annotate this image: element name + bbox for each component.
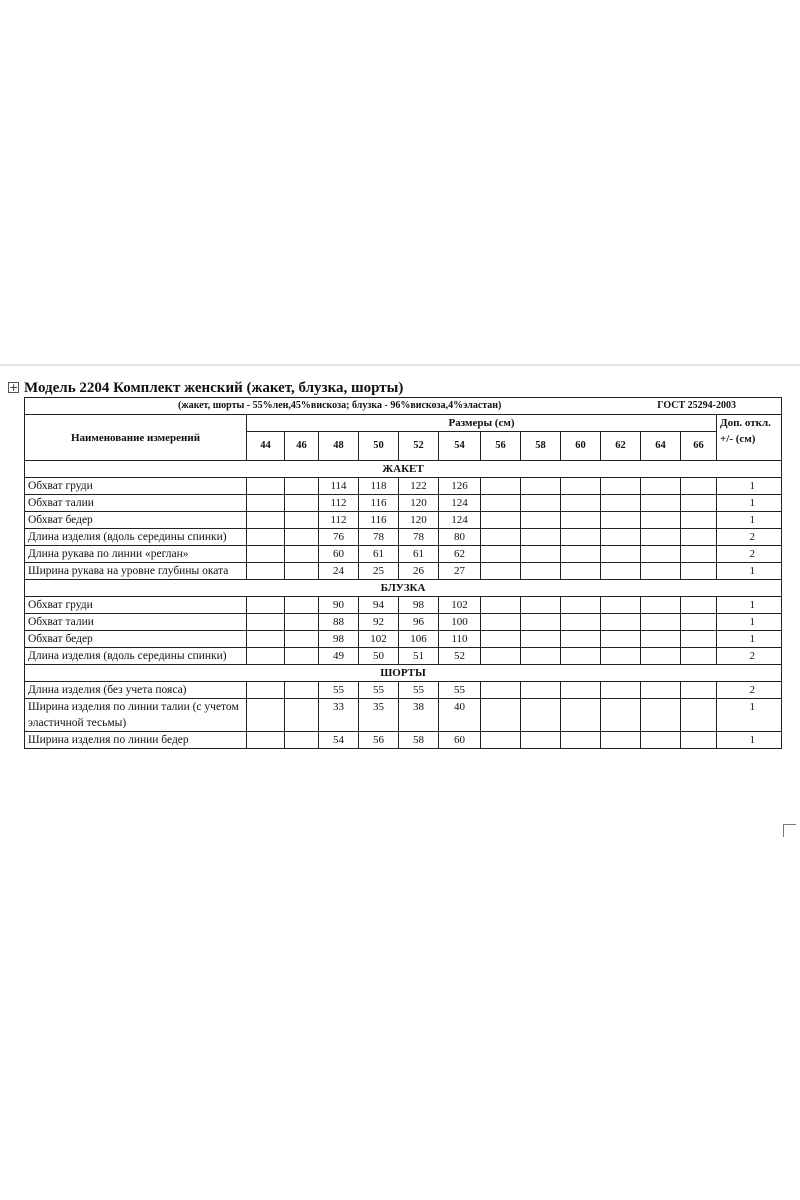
section-row xyxy=(25,461,782,478)
size-value-cell xyxy=(285,614,319,631)
size-value-cell xyxy=(521,682,561,699)
size-value-cell xyxy=(641,648,681,665)
size-header-58: 58 xyxy=(521,432,561,461)
size-value-cell: 90 xyxy=(319,597,359,614)
size-header-50: 50 xyxy=(359,432,399,461)
size-value-cell xyxy=(521,563,561,580)
section-row xyxy=(25,665,782,682)
size-value-cell xyxy=(247,512,285,529)
size-value-cell xyxy=(521,648,561,665)
measurement-name: Обхват груди xyxy=(25,478,247,495)
measurement-name: Ширина изделия по линии бедер xyxy=(25,732,247,749)
size-value-cell xyxy=(601,631,641,648)
size-value-cell xyxy=(561,495,601,512)
size-value-cell xyxy=(681,699,717,732)
size-value-cell xyxy=(561,597,601,614)
size-value-cell xyxy=(601,732,641,749)
size-value-cell xyxy=(481,732,521,749)
size-value-cell xyxy=(521,529,561,546)
size-value-cell: 114 xyxy=(319,478,359,495)
size-value-cell xyxy=(561,631,601,648)
tolerance-value: 1 xyxy=(717,631,782,648)
size-value-cell: 88 xyxy=(319,614,359,631)
size-value-cell: 98 xyxy=(319,631,359,648)
size-value-cell xyxy=(521,597,561,614)
size-value-cell xyxy=(247,563,285,580)
size-value-cell: 116 xyxy=(359,495,399,512)
size-value-cell xyxy=(641,732,681,749)
measurement-row xyxy=(25,529,782,546)
size-value-cell: 33 xyxy=(319,699,359,732)
size-value-cell: 124 xyxy=(439,512,481,529)
size-value-cell xyxy=(247,682,285,699)
measurement-name: Обхват талии xyxy=(25,614,247,631)
size-value-cell: 55 xyxy=(439,682,481,699)
size-value-cell xyxy=(481,648,521,665)
measurement-row xyxy=(25,512,782,529)
tolerance-value: 2 xyxy=(717,529,782,546)
size-value-cell: 94 xyxy=(359,597,399,614)
size-value-cell: 116 xyxy=(359,512,399,529)
size-value-cell xyxy=(285,529,319,546)
size-value-cell: 100 xyxy=(439,614,481,631)
size-value-cell xyxy=(521,699,561,732)
size-value-cell: 54 xyxy=(319,732,359,749)
size-value-cell xyxy=(561,614,601,631)
page-corner-mark xyxy=(783,824,796,837)
tolerance-value: 1 xyxy=(717,563,782,580)
size-header-60: 60 xyxy=(561,432,601,461)
size-value-cell xyxy=(247,699,285,732)
size-value-cell: 40 xyxy=(439,699,481,732)
measurement-name: Обхват талии xyxy=(25,495,247,512)
size-value-cell xyxy=(561,699,601,732)
size-value-cell xyxy=(561,478,601,495)
size-value-cell: 96 xyxy=(399,614,439,631)
size-value-cell xyxy=(681,495,717,512)
size-value-cell: 26 xyxy=(399,563,439,580)
size-value-cell xyxy=(601,478,641,495)
size-value-cell xyxy=(641,682,681,699)
size-value-cell: 38 xyxy=(399,699,439,732)
size-value-cell xyxy=(601,614,641,631)
tolerance-value: 1 xyxy=(717,597,782,614)
size-value-cell xyxy=(285,648,319,665)
size-value-cell xyxy=(641,546,681,563)
size-value-cell xyxy=(285,546,319,563)
size-value-cell: 55 xyxy=(359,682,399,699)
size-value-cell: 50 xyxy=(359,648,399,665)
size-value-cell: 49 xyxy=(319,648,359,665)
measurement-name: Ширина изделия по линии талии (с учетом эластичной тесьмы) xyxy=(25,699,247,732)
size-chart-table xyxy=(24,397,782,749)
size-value-cell: 112 xyxy=(319,512,359,529)
size-header-62: 62 xyxy=(601,432,641,461)
size-value-cell xyxy=(681,682,717,699)
measurement-row xyxy=(25,614,782,631)
size-value-cell: 112 xyxy=(319,495,359,512)
measurement-row xyxy=(25,648,782,665)
material-cell xyxy=(25,398,782,415)
header-sizes-label: Размеры (см) xyxy=(247,415,717,432)
size-value-cell xyxy=(601,597,641,614)
size-header-54: 54 xyxy=(439,432,481,461)
tolerance-value: 1 xyxy=(717,478,782,495)
tolerance-value: 1 xyxy=(717,495,782,512)
size-value-cell xyxy=(521,495,561,512)
size-chart-body xyxy=(25,398,782,749)
size-value-cell: 27 xyxy=(439,563,481,580)
size-value-cell xyxy=(247,597,285,614)
size-value-cell xyxy=(601,682,641,699)
measurement-name: Длина изделия (вдоль середины спинки) xyxy=(25,648,247,665)
size-value-cell xyxy=(681,631,717,648)
material-row xyxy=(25,398,782,415)
size-value-cell xyxy=(561,682,601,699)
size-value-cell xyxy=(561,648,601,665)
measurement-row xyxy=(25,563,782,580)
size-value-cell xyxy=(601,648,641,665)
size-value-cell xyxy=(247,546,285,563)
size-value-cell xyxy=(561,732,601,749)
size-value-cell xyxy=(521,546,561,563)
size-value-cell: 120 xyxy=(399,495,439,512)
size-value-cell xyxy=(481,597,521,614)
measurement-row xyxy=(25,495,782,512)
page-divider xyxy=(0,364,800,366)
section-row xyxy=(25,580,782,597)
measurement-row xyxy=(25,478,782,495)
header-tolerance: Доп. откл. +/- (см) xyxy=(717,415,782,461)
size-value-cell xyxy=(641,495,681,512)
size-value-cell: 106 xyxy=(399,631,439,648)
header-name-column: Наименование измерений xyxy=(25,415,247,461)
size-value-cell xyxy=(681,563,717,580)
size-value-cell xyxy=(521,732,561,749)
size-value-cell xyxy=(641,529,681,546)
size-value-cell xyxy=(481,682,521,699)
size-value-cell xyxy=(521,631,561,648)
size-value-cell: 55 xyxy=(319,682,359,699)
size-value-cell xyxy=(285,682,319,699)
size-value-cell: 24 xyxy=(319,563,359,580)
size-value-cell: 35 xyxy=(359,699,399,732)
size-value-cell xyxy=(601,512,641,529)
size-value-cell xyxy=(681,648,717,665)
size-value-cell xyxy=(641,699,681,732)
size-value-cell xyxy=(481,699,521,732)
size-value-cell xyxy=(285,512,319,529)
tolerance-value: 2 xyxy=(717,546,782,563)
size-value-cell: 80 xyxy=(439,529,481,546)
size-value-cell xyxy=(601,546,641,563)
size-value-cell xyxy=(481,495,521,512)
size-value-cell: 51 xyxy=(399,648,439,665)
tolerance-value: 1 xyxy=(717,699,782,732)
measurement-name: Длина рукава по линии «реглан» xyxy=(25,546,247,563)
measurement-name: Длина изделия (вдоль середины спинки) xyxy=(25,529,247,546)
size-value-cell: 62 xyxy=(439,546,481,563)
size-value-cell xyxy=(481,529,521,546)
size-value-cell xyxy=(601,699,641,732)
document-title: Модель 2204 Комплект женский (жакет, блузка, шорты) xyxy=(24,380,404,396)
size-value-cell: 120 xyxy=(399,512,439,529)
size-value-cell: 60 xyxy=(319,546,359,563)
size-value-cell xyxy=(481,478,521,495)
size-value-cell: 102 xyxy=(439,597,481,614)
tolerance-value: 1 xyxy=(717,732,782,749)
size-value-cell xyxy=(681,546,717,563)
size-value-cell xyxy=(247,631,285,648)
material-composition: (жакет, шорты - 55%лен,45%вискоза; блузка - 96%вискоза,4%эластан) xyxy=(178,400,502,411)
size-value-cell: 126 xyxy=(439,478,481,495)
section-title: ЖАКЕТ xyxy=(25,461,782,478)
size-value-cell xyxy=(601,529,641,546)
size-value-cell xyxy=(561,529,601,546)
size-value-cell: 102 xyxy=(359,631,399,648)
size-value-cell xyxy=(285,478,319,495)
size-value-cell xyxy=(481,546,521,563)
size-value-cell xyxy=(481,631,521,648)
size-value-cell xyxy=(285,631,319,648)
size-value-cell xyxy=(681,597,717,614)
size-value-cell: 110 xyxy=(439,631,481,648)
size-value-cell xyxy=(285,732,319,749)
size-value-cell: 58 xyxy=(399,732,439,749)
size-value-cell: 92 xyxy=(359,614,399,631)
size-value-cell: 25 xyxy=(359,563,399,580)
size-value-cell xyxy=(285,597,319,614)
tolerance-value: 2 xyxy=(717,682,782,699)
size-header-48: 48 xyxy=(319,432,359,461)
size-value-cell xyxy=(247,529,285,546)
size-value-cell: 122 xyxy=(399,478,439,495)
measurement-name: Ширина рукава на уровне глубины оката xyxy=(25,563,247,580)
size-value-cell xyxy=(681,478,717,495)
size-value-cell xyxy=(247,614,285,631)
size-value-cell xyxy=(521,614,561,631)
size-value-cell xyxy=(521,512,561,529)
size-value-cell xyxy=(601,563,641,580)
measurement-row xyxy=(25,699,782,732)
measurement-row xyxy=(25,732,782,749)
size-value-cell: 76 xyxy=(319,529,359,546)
size-value-cell: 118 xyxy=(359,478,399,495)
size-value-cell: 55 xyxy=(399,682,439,699)
size-value-cell xyxy=(285,495,319,512)
size-value-cell xyxy=(521,478,561,495)
size-value-cell: 56 xyxy=(359,732,399,749)
size-value-cell xyxy=(561,563,601,580)
size-header-56: 56 xyxy=(481,432,521,461)
measurement-row xyxy=(25,631,782,648)
size-value-cell xyxy=(681,529,717,546)
size-header-52: 52 xyxy=(399,432,439,461)
size-header-46: 46 xyxy=(285,432,319,461)
measurement-name: Обхват бедер xyxy=(25,512,247,529)
tolerance-value: 1 xyxy=(717,512,782,529)
size-value-cell: 61 xyxy=(399,546,439,563)
size-value-cell: 98 xyxy=(399,597,439,614)
size-value-cell xyxy=(681,614,717,631)
measurement-name: Обхват бедер xyxy=(25,631,247,648)
size-value-cell xyxy=(561,546,601,563)
size-value-cell: 124 xyxy=(439,495,481,512)
size-value-cell: 78 xyxy=(359,529,399,546)
measurement-name: Длина изделия (без учета пояса) xyxy=(25,682,247,699)
tolerance-value: 2 xyxy=(717,648,782,665)
size-value-cell: 60 xyxy=(439,732,481,749)
size-value-cell xyxy=(601,495,641,512)
size-value-cell xyxy=(561,512,601,529)
size-value-cell xyxy=(481,614,521,631)
size-value-cell xyxy=(285,563,319,580)
size-header-66: 66 xyxy=(681,432,717,461)
size-value-cell xyxy=(641,563,681,580)
size-value-cell: 78 xyxy=(399,529,439,546)
size-header-44: 44 xyxy=(247,432,285,461)
size-value-cell: 61 xyxy=(359,546,399,563)
table-move-handle-icon[interactable]: + xyxy=(9,381,19,394)
size-value-cell xyxy=(247,495,285,512)
size-value-cell xyxy=(681,732,717,749)
size-header-64: 64 xyxy=(641,432,681,461)
tolerance-value: 1 xyxy=(717,614,782,631)
size-value-cell xyxy=(641,512,681,529)
size-value-cell: 52 xyxy=(439,648,481,665)
size-value-cell xyxy=(285,699,319,732)
measurement-name: Обхват груди xyxy=(25,597,247,614)
size-value-cell xyxy=(247,648,285,665)
measurement-row xyxy=(25,597,782,614)
size-value-cell xyxy=(641,478,681,495)
size-value-cell xyxy=(641,631,681,648)
measurement-row xyxy=(25,682,782,699)
size-value-cell xyxy=(481,512,521,529)
size-value-cell xyxy=(641,597,681,614)
size-value-cell xyxy=(641,614,681,631)
size-value-cell xyxy=(681,512,717,529)
section-title: ШОРТЫ xyxy=(25,665,782,682)
size-value-cell xyxy=(247,478,285,495)
measurement-row xyxy=(25,546,782,563)
size-value-cell xyxy=(247,732,285,749)
section-title: БЛУЗКА xyxy=(25,580,782,597)
header-row-1 xyxy=(25,415,782,432)
gost-standard: ГОСТ 25294-2003 xyxy=(657,400,737,411)
size-value-cell xyxy=(481,563,521,580)
